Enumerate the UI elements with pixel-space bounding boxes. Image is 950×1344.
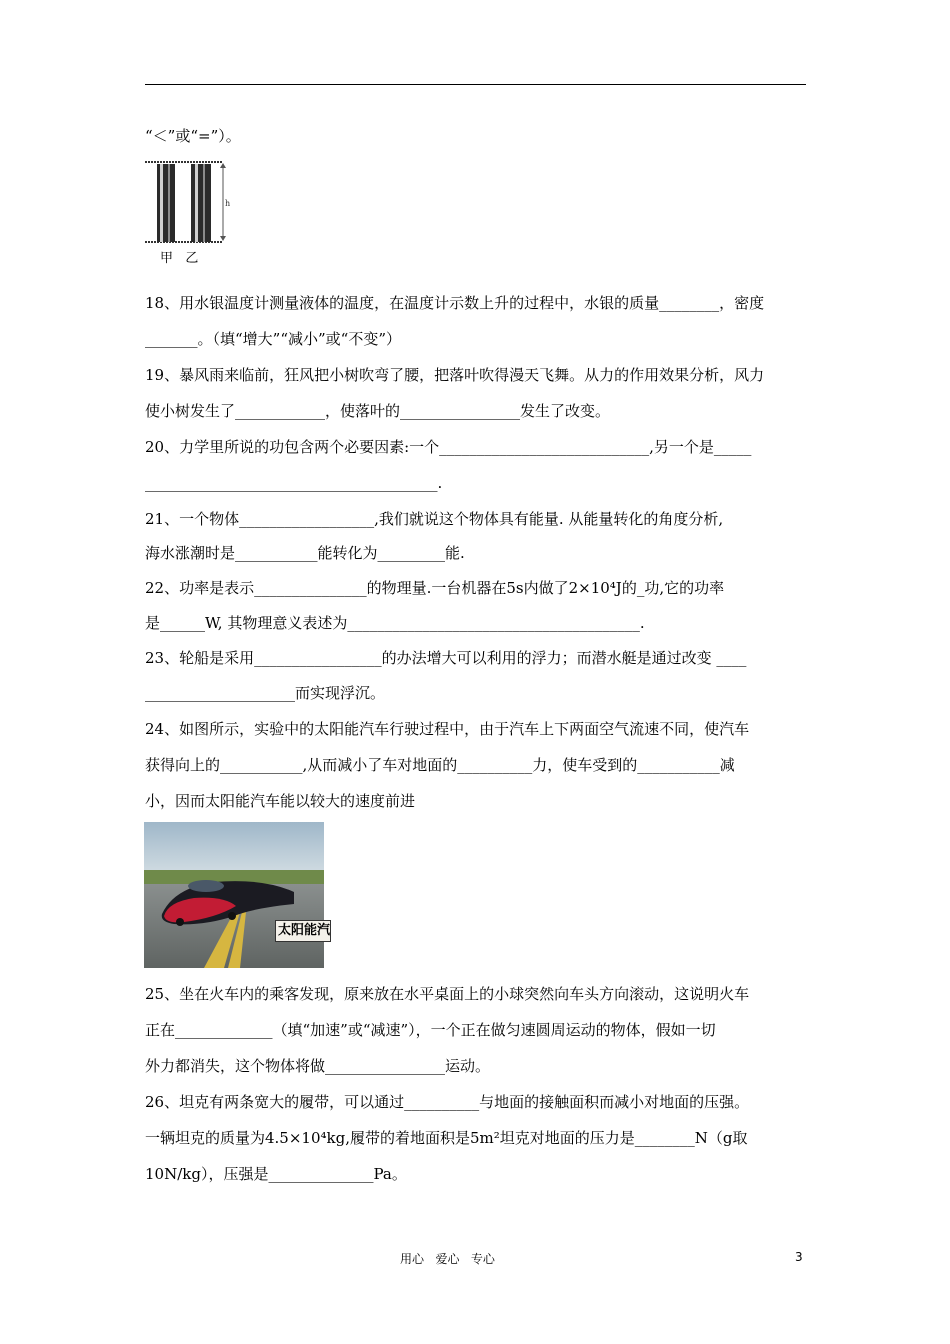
text-line: 小，因而太阳能汽车能以较大的速度前进 [145,792,416,810]
text-line: _______________________________________. [145,474,443,492]
text-line: “＜”或“=”）。 [145,127,241,145]
text-line: 外力都消失，这个物体将做________________运动。 [145,1057,491,1075]
page-number: 3 [795,1250,803,1264]
text-line: 海水涨潮时是___________能转化为_________能. [145,544,465,562]
text-line: 26、坦克有两条宽大的履带，可以通过__________与地面的接触面积而减小对地面的压强。 [145,1093,750,1111]
header-rule [145,84,806,85]
text-line: 24、如图所示，实验中的太阳能汽车行驶过程中，由于汽车上下两面空气流速不同，使汽车 [145,720,750,738]
text-line: 10N/kg），压强是______________Pa。 [145,1165,407,1183]
text-line: ____________________而实现浮沉。 [145,684,386,702]
text-line: 使小树发生了____________，使落叶的________________发生了改变。 [145,402,611,420]
text-line: 获得向上的___________,从而减小了车对地面的__________力，使车受到的___________减 [145,756,735,774]
liquid-columns-figure [145,160,231,246]
figure-labels: 甲 乙 [160,251,199,266]
text-line: 20、力学里所说的功包含两个必要因素:一个____________________________,另一个是_____ [145,438,752,456]
text-line: 25、坐在火车内的乘客发现，原来放在水平桌面上的小球突然向车头方向滚动，这说明火车 [145,985,750,1003]
photo-caption: 太阳能汽 [275,920,331,942]
text-line: 是______W, 其物理意义表述为_______________________________________. [145,614,645,632]
footer-motto: 用心 爱心 专心 [400,1252,495,1266]
text-line: 正在_____________（填“加速”或“减速”），一个正在做匀速圆周运动的物体，假如一切 [145,1021,716,1039]
height-label: h [225,199,231,208]
text-line: 21、一个物体__________________,我们就说这个物体具有能量. 从能量转化的角度分析, [145,510,724,528]
text-line: 18、用水银温度计测量液体的温度，在温度计示数上升的过程中，水银的质量________，密度 [145,294,765,312]
text-line: 19、暴风雨来临前，狂风把小树吹弯了腰，把落叶吹得漫天飞舞。从力的作用效果分析，风力 [145,366,765,384]
text-line: 一辆坦克的质量为4.5×10⁴kg,履带的着地面积是5m²坦克对地面的压力是________N（g取 [145,1129,748,1147]
text-line: 23、轮船是采用_________________的办法增大可以利用的浮力；而潜水艇是通过改变 ____ [145,649,747,667]
text-line: 22、功率是表示_______________的物理量.一台机器在5s内做了2×10⁴J的_功,它的功率 [145,579,725,597]
column-jia [157,164,175,242]
text-line: _______。（填“增大”“减小”或“不变”） [145,330,402,348]
solar-car-photo [144,822,324,968]
column-yi [191,164,211,242]
